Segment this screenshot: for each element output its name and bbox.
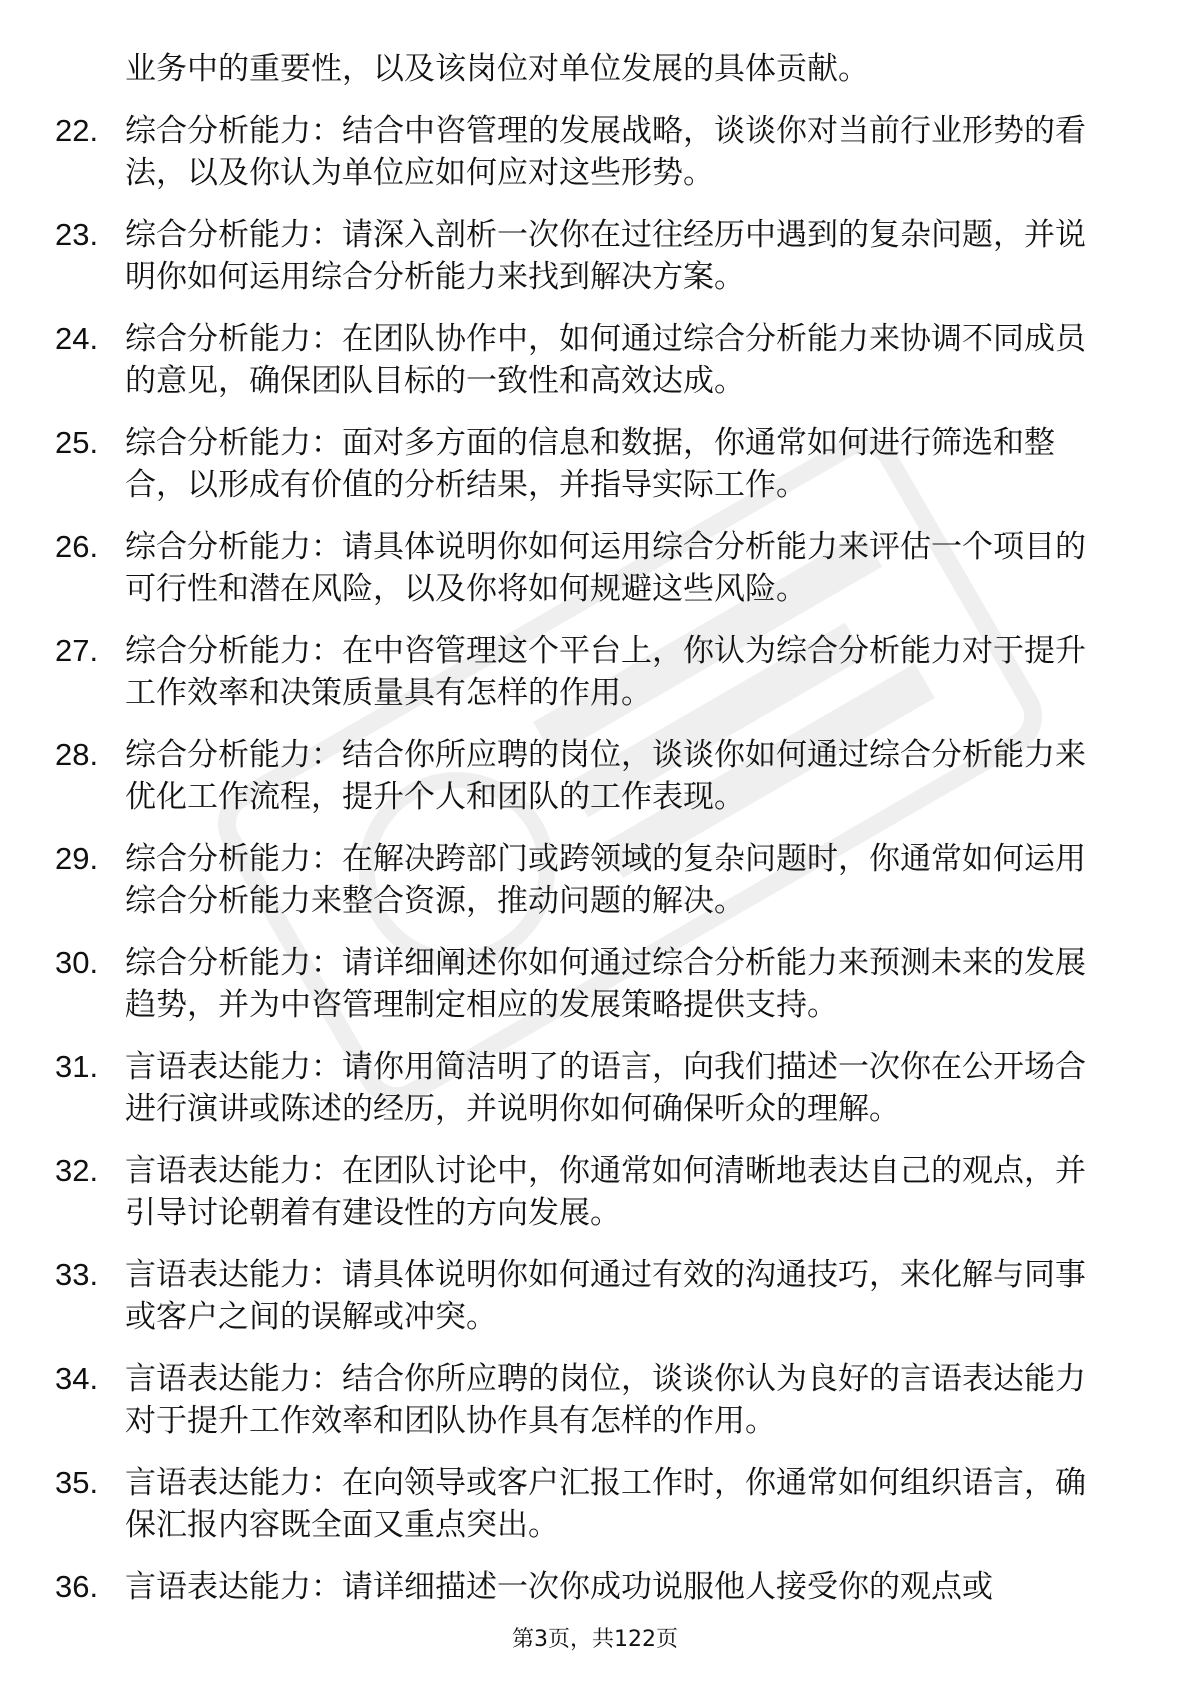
question-number: 22. [55, 113, 99, 148]
question-number: 34. [55, 1361, 99, 1396]
question-number: 30. [55, 945, 99, 980]
question-number: 32. [55, 1153, 99, 1188]
question-item [55, 942, 1115, 1026]
question-text: 言语表达能力：在向领导或客户汇报工作时，你通常如何组织语言，确保汇报内容既全面又重点突出。 [125, 1465, 1086, 1543]
page-footer: 第3页，共122页 [512, 1627, 678, 1652]
question-text: 言语表达能力：结合你所应聘的岗位，谈谈你认为良好的言语表达能力对于提升工作效率和团队协作具有怎样的作用。 [125, 1361, 1086, 1439]
question-item [55, 1150, 1115, 1234]
question-text: 综合分析能力：结合中咨管理的发展战略，谈谈你对当前行业形势的看法，以及你认为单位应如何应对这些形势。 [125, 113, 1086, 191]
question-item [55, 1566, 1115, 1608]
question-text: 综合分析能力：在团队协作中，如何通过综合分析能力来协调不同成员的意见，确保团队目标的一致性和高效达成。 [125, 321, 1086, 399]
question-number: 25. [55, 425, 99, 460]
question-content [55, 48, 1115, 1628]
question-number: 24. [55, 321, 99, 356]
question-item [55, 1358, 1115, 1442]
question-item [55, 838, 1115, 922]
question-item [55, 318, 1115, 402]
question-text: 综合分析能力：在解决跨部门或跨领域的复杂问题时，你通常如何运用综合分析能力来整合资源，推动问题的解决。 [125, 841, 1086, 919]
continuation-text: 业务中的重要性，以及该岗位对单位发展的具体贡献。 [125, 51, 869, 87]
question-number: 23. [55, 217, 99, 252]
question-number: 33. [55, 1257, 99, 1292]
question-number: 27. [55, 633, 99, 668]
question-item [55, 422, 1115, 506]
question-text: 综合分析能力：结合你所应聘的岗位，谈谈你如何通过综合分析能力来优化工作流程，提升个人和团队的工作表现。 [125, 737, 1086, 815]
question-number: 31. [55, 1049, 99, 1084]
question-text: 言语表达能力：在团队讨论中，你通常如何清晰地表达自己的观点，并引导讨论朝着有建设性的方向发展。 [125, 1153, 1086, 1231]
question-number: 28. [55, 737, 99, 772]
question-item [55, 1046, 1115, 1130]
question-item [55, 526, 1115, 610]
question-item [55, 110, 1115, 194]
question-item [55, 1254, 1115, 1338]
question-text: 综合分析能力：在中咨管理这个平台上，你认为综合分析能力对于提升工作效率和决策质量具有怎样的作用。 [125, 633, 1086, 711]
question-text: 综合分析能力：面对多方面的信息和数据，你通常如何进行筛选和整合，以形成有价值的分析结果，并指导实际工作。 [125, 425, 1055, 503]
question-item [55, 1462, 1115, 1546]
question-text: 综合分析能力：请具体说明你如何运用综合分析能力来评估一个项目的可行性和潜在风险，以及你将如何规避这些风险。 [125, 529, 1086, 607]
question-item [55, 734, 1115, 818]
question-number: 36. [55, 1569, 99, 1604]
question-number: 26. [55, 529, 99, 564]
question-number: 35. [55, 1465, 99, 1500]
question-number: 29. [55, 841, 99, 876]
question-item [55, 630, 1115, 714]
question-list [55, 110, 1115, 1608]
question-item [55, 214, 1115, 298]
question-text: 言语表达能力：请你用简洁明了的语言，向我们描述一次你在公开场合进行演讲或陈述的经历，并说明你如何确保听众的理解。 [125, 1049, 1086, 1127]
question-text: 综合分析能力：请深入剖析一次你在过往经历中遇到的复杂问题，并说明你如何运用综合分析能力来找到解决方案。 [125, 217, 1086, 295]
question-text: 言语表达能力：请详细描述一次你成功说服他人接受你的观点或 [125, 1569, 993, 1605]
question-text: 言语表达能力：请具体说明你如何通过有效的沟通技巧，来化解与同事或客户之间的误解或冲突。 [125, 1257, 1086, 1335]
question-text: 综合分析能力：请详细阐述你如何通过综合分析能力来预测未来的发展趋势，并为中咨管理制定相应的发展策略提供支持。 [125, 945, 1086, 1023]
